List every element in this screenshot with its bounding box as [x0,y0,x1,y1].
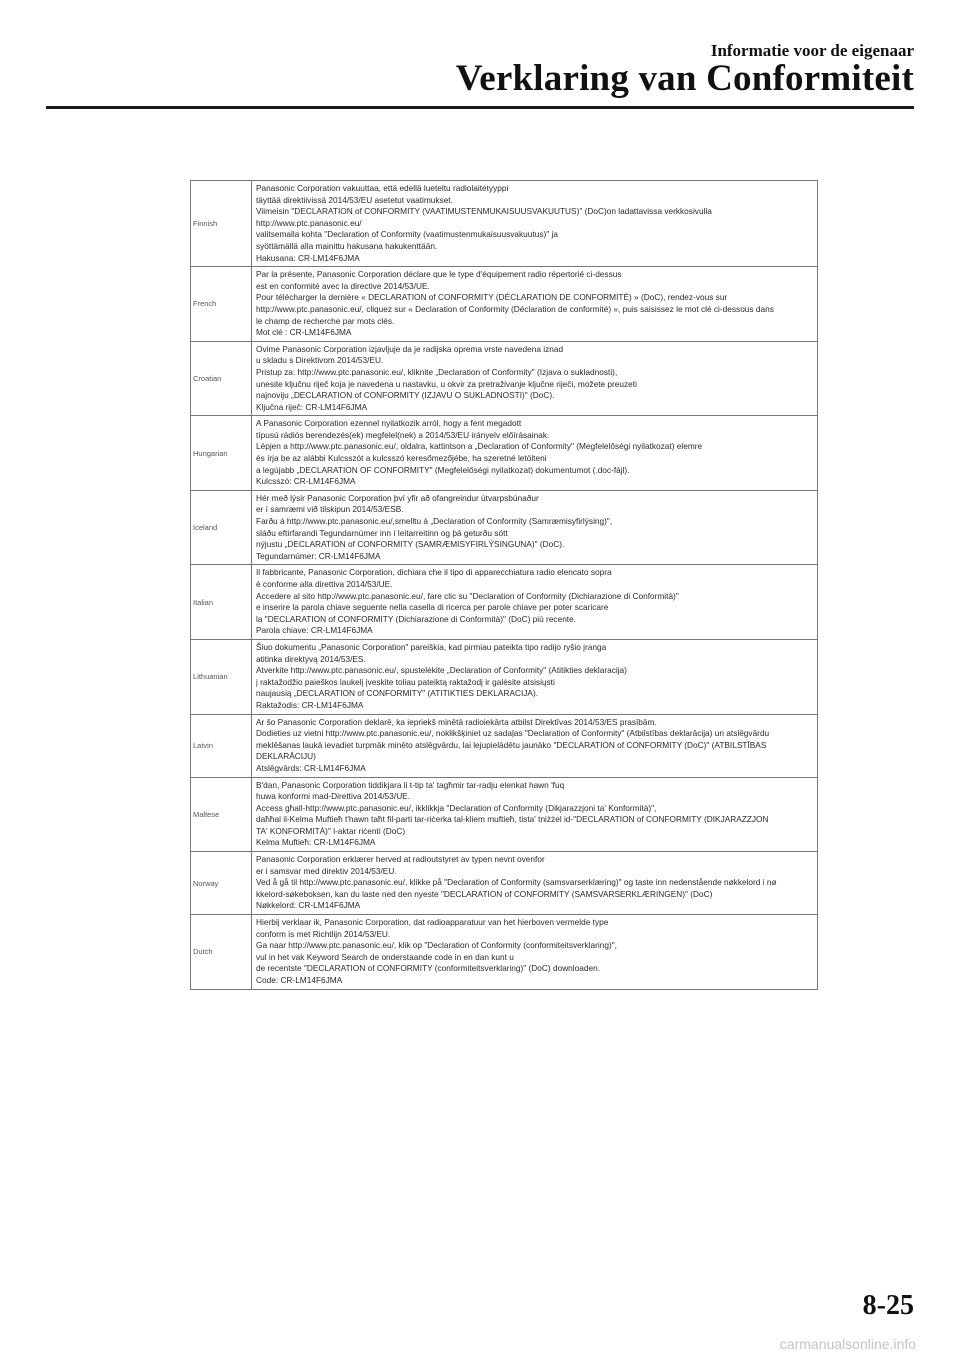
section-label: Informatie voor de eigenaar [710,41,914,60]
declaration-line: Ar šo Panasonic Corporation deklarē, ka iepriekš minētā radioiekārta atbilst Direktīvas 2014/53/ES prasībām. [256,716,657,727]
declaration-line: sláðu eftirfarandi Tegundarnúmer inn í leitarreitinn og þá geturðu sótt [256,527,508,538]
declaration-line: Access għall-http://www.ptc.panasonic.eu/, ikklikkja "Declaration of Conformity (Dikjarazzjoni ta' Konformità)", [256,802,657,813]
table-row [191,416,818,491]
declaration-text-cell [252,341,818,416]
declaration-line: Kelma Muftieħ: CR-LM14F6JMA [256,837,376,848]
declaration-line: le champ de recherche par mots clés. [256,315,395,326]
declaration-line: Hér með lýsir Panasonic Corporation því yfir að ofangreindur útvarpsbúnaður [256,492,539,503]
declaration-line: Lépjen a http://www.ptc.panasonic.eu/, oldalra, kattintson a „Declaration of Conformity" (Megfelelőségi nyilatkozat) elemre [256,441,703,452]
declaration-line: és írja be az alábbi Kulcsszót a kulcsszó keresőmezőjébe, ha szeretné letölteni [256,453,547,464]
table-row [191,777,818,852]
watermark: carmanualsonline.info [779,1336,916,1352]
table-row [191,714,818,777]
declaration-line: típusú rádiós berendezés(ek) megfelel(nek) a 2014/53/EU irányelv előírásainak. [256,429,550,440]
declaration-line: er í samræmi við tilskipun 2014/53/ESB. [256,504,404,515]
declaration-line: Hierbij verklaar ik, Panasonic Corporation, dat radioapparatuur van het hierboven vermelde type [256,917,609,928]
declaration-text-cell [252,714,818,777]
declaration-line: Atverkite http://www.ptc.panasonic.eu/, spustelėkite „Declaration of Conformity" (Atitikties deklaracija) [256,665,627,676]
declaration-line: er i samsvar med direktiv 2014/53/EU. [256,865,397,876]
declaration-line: unesite ključnu riječ koja je navedena u nastavku, u okvir za pretraživanje ključne riječi, možete preuzeti [256,378,637,389]
declaration-line: nýjustu „DECLARATION of CONFORMITY (SAMRÆMISYFIRLÝSINGUNA)" (DoC). [256,539,565,550]
declaration-line: è conforme alla direttiva 2014/53/UE. [256,579,393,589]
language-cell: Dutch [191,915,252,990]
table-row [191,639,818,714]
declaration-line: Šiuo dokumentu „Panasonic Corporation" pareiškia, kad pirmiau pateikta tipo radijo ryšio įranga [256,641,607,652]
declaration-line: B'dan, Panasonic Corporation tiddikjara li t-tip ta' tagħmir tar-radju elenkat hawn 'fuq [256,779,565,790]
table-row [191,565,818,640]
declaration-line: kkelord-søkeboksen, kan du laste ned den nyeste "DECLARATION of CONFORMITY (SAMSVARSERKLÆRINGEN)" (DoC) [256,888,713,899]
declaration-line: į raktažodžio paieškos laukelį įveskite toliau pateiktą raktažodį ir galėsite atsisiųsti [256,676,555,687]
declaration-line: A Panasonic Corporation ezennel nyilatkozik arról, hogy a fent megadott [256,418,522,429]
table-row [191,267,818,342]
declaration-line: meklēšanas laukā ievadiet turpmāk minēto atslēgvārdu, lai lejupielādētu jaunāko "DECLARATION of CONFORMITY (DoC)" (ATBILSTĪBAS [256,739,767,750]
language-cell: Italian [191,565,252,640]
declaration-line: Ga naar http://www.ptc.panasonic.eu/, klik op "Declaration of Conformity (conformiteitsverklaring)", [256,940,617,951]
header-rule [46,106,914,109]
declaration-line: Nøkkelord: CR-LM14F6JMA [256,900,361,911]
declaration-line: vul in het vak Keyword Search de onderstaande code in en dan kunt u [256,951,514,962]
conformity-table [190,180,818,990]
declaration-line: Ovime Panasonic Corporation izjavljuje da je radijska oprema vrste navedena iznad [256,343,564,354]
language-cell: Lithuanian [191,639,252,714]
declaration-text-cell [252,915,818,990]
declaration-line: Dodieties uz vietni http://www.ptc.panasonic.eu/, noklikšķiniet uz sadaļas "Declaration of Conformity" (Atbilstības deklarācija) un atslēgvārdu [256,728,770,739]
declaration-line: u skladu s Direktivom 2014/53/EU. [256,355,384,366]
declaration-line: Kulcsszó: CR-LM14F6JMA [256,476,356,487]
table-row [191,490,818,565]
declaration-text-cell [252,181,818,267]
declaration-line: est en conformité avec la directive 2014/53/UE. [256,280,430,291]
declaration-line: Accedere al sito http://www.ptc.panasonic.eu/, fare clic su "Declaration of Conformity (Dichiarazione di Conformità)" [256,590,679,601]
declaration-line: Parola chiave: CR-LM14F6JMA [256,625,373,636]
declaration-line: täyttää direktiivissä 2014/53/EU asetetut vaatimukset. [256,194,453,205]
language-cell: Iceland [191,490,252,565]
language-cell: Norway [191,852,252,915]
declaration-line: TA' KONFORMITÀ)" l-aktar riċenti (DoC) [256,825,406,836]
page-title: Verklaring van Conformiteit [455,58,914,99]
declaration-text-cell [252,852,818,915]
table-row [191,852,818,915]
conformity-table-body [191,181,818,990]
page-header [0,0,960,110]
declaration-line: Code: CR-LM14F6JMA [256,975,343,985]
language-cell: Maltese [191,777,252,852]
language-cell: French [191,267,252,342]
declaration-line: Pour télécharger la dernière « DECLARATION of CONFORMITY (DÉCLARATION DE CONFORMITÉ) » (DoC), rendez-vous sur [256,292,728,303]
declaration-line: de recentste "DECLARATION of CONFORMITY (conformiteitsverklaring)" (DoC) downloaden. [256,963,601,974]
declaration-line: Par la présente, Panasonic Corporation déclare que le type d'équipement radio répertorié ci-dessus [256,269,622,280]
declaration-line: Tegundarnúmer: CR-LM14F6JMA [256,550,381,561]
declaration-line: Farðu á http://www.ptc.panasonic.eu/,smelltu á „Declaration of Conformity (Samræmisyfirlýsing)", [256,516,613,527]
declaration-line: Il fabbricante, Panasonic Corporation, dichiara che il tipo di apparecchiatura radio elencato sopra [256,567,612,578]
declaration-line: Hakusana: CR-LM14F6JMA [256,252,360,263]
declaration-text-cell [252,777,818,852]
declaration-line: Raktažodis: CR-LM14F6JMA [256,699,364,710]
declaration-line: Panasonic Corporation vakuuttaa, että edellä lueteltu radiolaitetyyppi [256,183,509,193]
language-cell: Latvin [191,714,252,777]
declaration-line: Ved å gå til http://www.ptc.panasonic.eu/, klikke på "Declaration of Conformity (samsvarserklæring)" og taste inn nedenstående nøkkelord i nø [256,877,777,888]
declaration-text-cell [252,639,818,714]
declaration-line: Atslēgvārds: CR-LM14F6JMA [256,762,366,773]
table-row [191,341,818,416]
declaration-line: naujausią „DECLARATION of CONFORMITY" (ATITIKTIES DEKLARACIJA). [256,688,539,699]
page-number: 8-25 [862,1290,914,1321]
declaration-line: Viimeisin "DECLARATION of CONFORMITY (VAATIMUSTENMUKAISUUSVAKUUTUS)" (DoC)on ladattavissa verkkosivulla [256,206,712,217]
declaration-line: Panasonic Corporation erklærer herved at radioutstyret av typen nevnt ovenfor [256,854,545,865]
declaration-line: daħħal il-Kelma Muftieħ t'hawn taħt fil-parti tar-riċerka tal-kliem muftieħ, tista' tniżżel id-"DECLARATION of CONFORMITY (DIKJARAZZJON [256,814,769,825]
table-row [191,915,818,990]
language-cell: Finnish [191,181,252,267]
declaration-text-cell [252,565,818,640]
declaration-line: huwa konformi mad-Direttiva 2014/53/UE. [256,791,411,802]
declaration-text-cell [252,490,818,565]
declaration-line: syöttämällä alla mainittu hakusana hakukenttään. [256,240,438,251]
declaration-line: valitsemalla kohta "Declaration of Conformity (vaatimustenmukaisuusvakuutus)" ja [256,229,558,240]
declaration-line: a legújabb „DECLARATION OF CONFORMITY" (Megfelelőségi nyilatkozat) dokumentumot (.doc-fájl). [256,464,630,475]
language-cell: Croatian [191,341,252,416]
declaration-line: najnoviju „DECLARATION of CONFORMITY (IZJAVU O SUKLADNOSTI)" (DoC). [256,390,555,401]
declaration-line: e inserire la parola chiave seguente nella casella di ricerca per parole chiave per poter scaricare [256,602,609,613]
declaration-text-cell [252,416,818,491]
declaration-line: Ključna riječ: CR-LM14F6JMA [256,401,368,412]
declaration-line: DEKLARĀCIJU) [256,751,316,762]
declaration-line: http://www.ptc.panasonic.eu/ [256,217,362,228]
declaration-line: conform is met Richtlijn 2014/53/EU. [256,928,391,939]
table-row [191,181,818,267]
declaration-line: atitinka direktyvą 2014/53/ES. [256,653,366,664]
language-cell: Hungarian [191,416,252,491]
declaration-line: la "DECLARATION of CONFORMITY (Dichiarazione di Conformità)" (DoC) più recente. [256,613,577,624]
declaration-line: Mot clé : CR-LM14F6JMA [256,327,352,338]
declaration-line: http://www.ptc.panasonic.eu/, cliquez sur « Declaration of Conformity (Déclaration de conformité) », puis saisissez le mot clé ci-dessous dans [256,303,774,314]
declaration-line: Pristup za: http://www.ptc.panasonic.eu/, kliknite „Declaration of Conformity" (Izjava o sukladnosti), [256,366,618,377]
declaration-text-cell [252,267,818,342]
